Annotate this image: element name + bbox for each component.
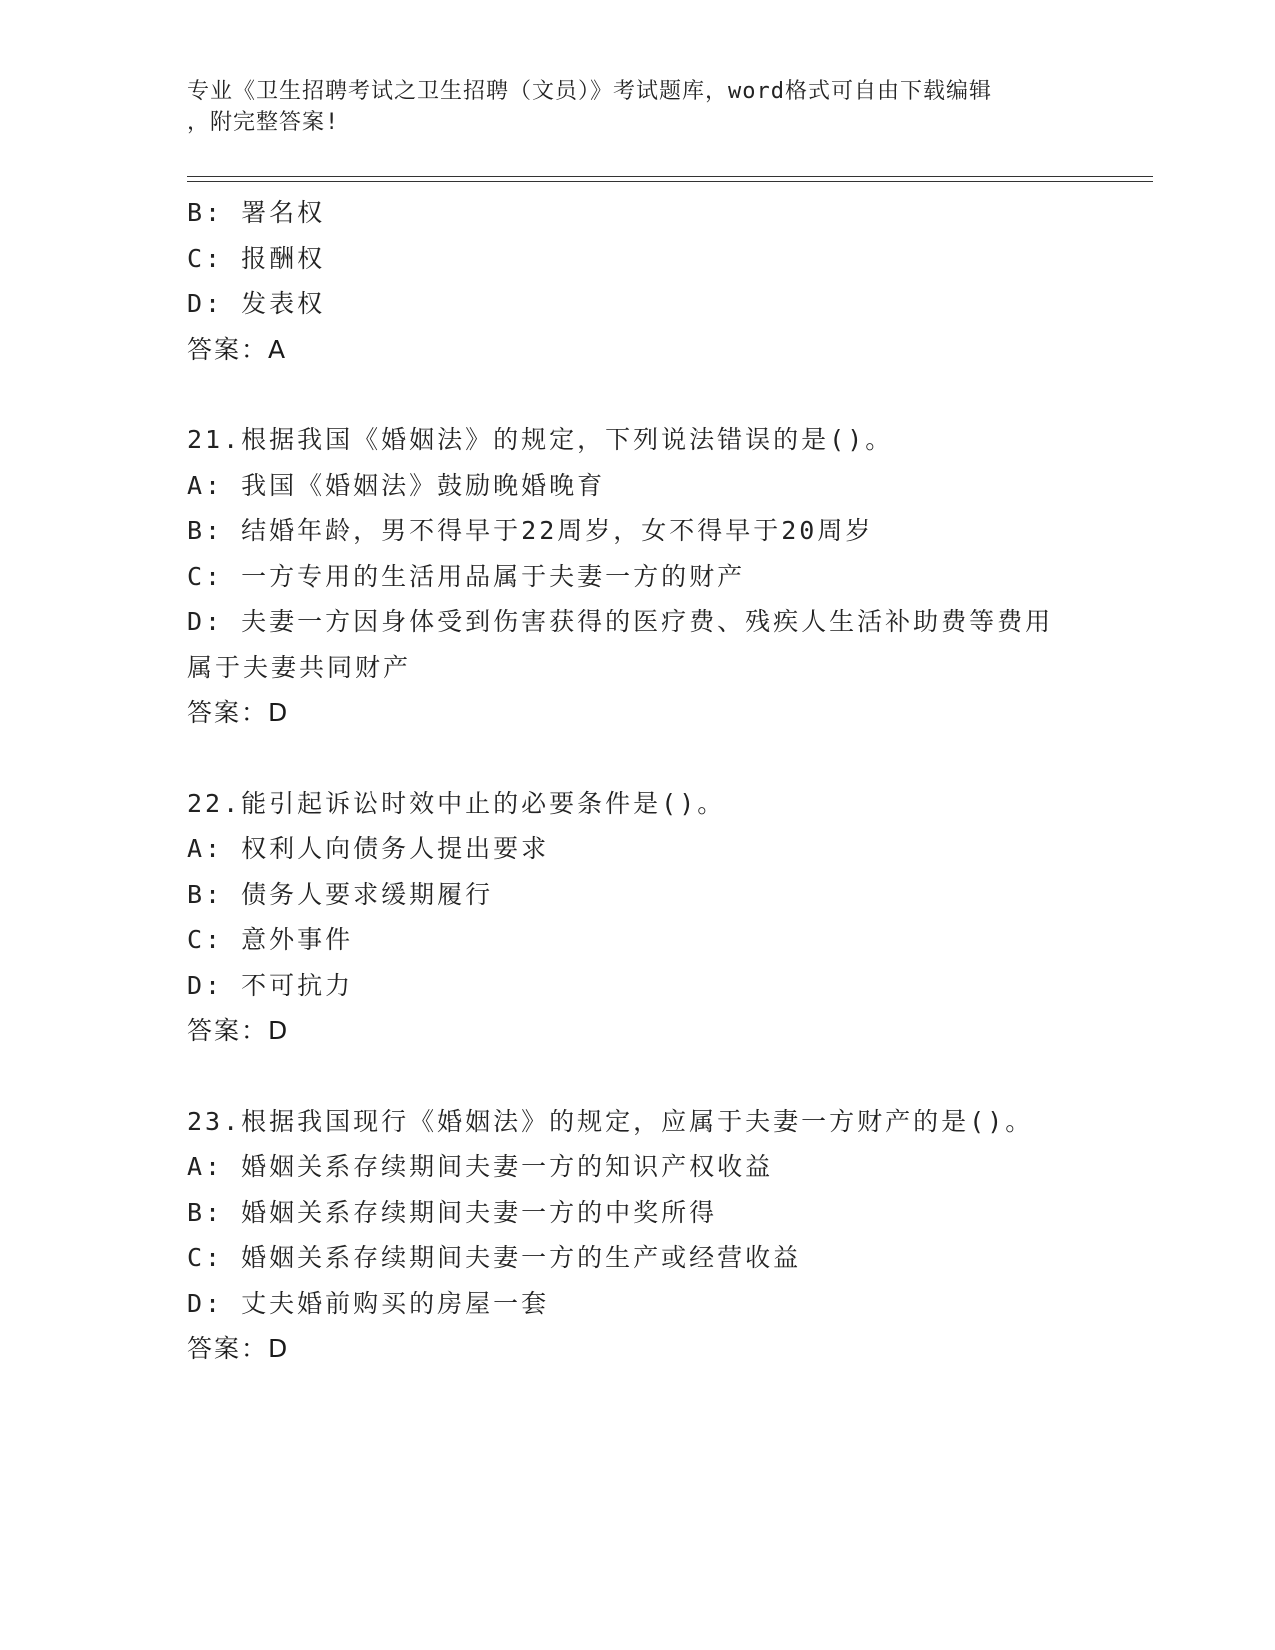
answer-line: 答案：D [187, 698, 290, 727]
option-d: D: 丈夫婚前购买的房屋一套 [187, 1288, 550, 1318]
question-list [187, 190, 1087, 1372]
question-block-21 [187, 417, 1087, 736]
spacer [187, 372, 1087, 417]
answer-line: 答案：A [187, 334, 288, 364]
document-header [187, 76, 1067, 138]
option-b: B: 署名权 [187, 198, 326, 227]
option-a: A: 婚姻关系存续期间夫妻一方的知识产权收益 [187, 1152, 774, 1181]
question-stem: 23.根据我国现行《婚姻法》的规定，应属于夫妻一方财产的是()。 [187, 1106, 1034, 1136]
question-block-22 [187, 781, 1087, 1054]
spacer [187, 1054, 1087, 1099]
option-d: D: 发表权 [187, 289, 326, 318]
option-c: C: 意外事件 [187, 925, 354, 954]
option-b: B: 结婚年龄，男不得早于22周岁，女不得早于20周岁 [187, 516, 874, 545]
header-divider-bottom [187, 181, 1153, 182]
question-block-previous [187, 190, 1087, 372]
spacer [187, 736, 1087, 781]
option-b: B: 婚姻关系存续期间夫妻一方的中奖所得 [187, 1197, 718, 1227]
option-a: A: 我国《婚姻法》鼓励晚婚晚育 [187, 470, 606, 500]
question-stem: 21.根据我国《婚姻法》的规定，下列说法错误的是()。 [187, 425, 894, 454]
question-stem: 22.能引起诉讼时效中止的必要条件是()。 [187, 788, 726, 818]
option-c: C: 报酬权 [187, 243, 326, 273]
header-divider-top [187, 176, 1153, 177]
header-title-line: 专业《卫生招聘考试之卫生招聘（文员）》考试题库，word格式可自由下载编辑 [187, 79, 992, 104]
option-d: D: 不可抗力 [187, 970, 354, 1000]
option-d: D: 夫妻一方因身体受到伤害获得的医疗费、残疾人生活补助费等费用属于夫妻共同财产 [187, 607, 1054, 682]
answer-line: 答案：D [187, 1016, 290, 1045]
option-c: C: 婚姻关系存续期间夫妻一方的生产或经营收益 [187, 1243, 802, 1272]
option-b: B: 债务人要求缓期履行 [187, 879, 494, 909]
option-a: A: 权利人向债务人提出要求 [187, 834, 550, 863]
header-title-continuation: ，附完整答案! [187, 110, 340, 135]
option-c: C: 一方专用的生活用品属于夫妻一方的财产 [187, 561, 746, 591]
question-block-23 [187, 1099, 1087, 1372]
answer-line: 答案：D [187, 1334, 290, 1363]
